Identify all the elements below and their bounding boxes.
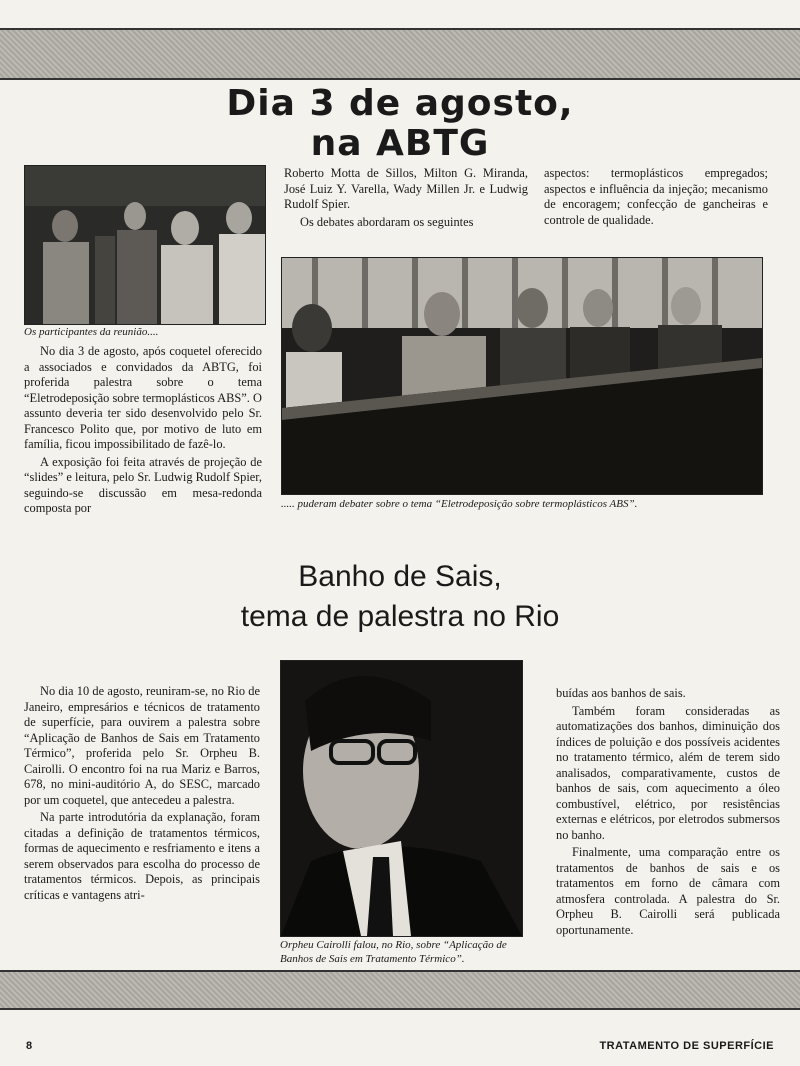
article1-paragraph: No dia 3 de agosto, após coquetel oferecido a associados e convidados da ABTG, foi proferida palestra sobre o tema “Eletrodeposição sobre termoplásticos ABS”. O assunto deveria ter sido desenvolvido pelo Sr. Francesco Polito que, por motivo de luto em família, ficou impossibilitado de fazê-lo. <box>24 344 262 451</box>
participants-photo-caption: Os participantes da reunião.... <box>24 326 159 338</box>
article2-paragraph: buídas aos banhos de sais. <box>556 686 686 700</box>
publication-name: TRATAMENTO DE SUPERFÍCIE <box>599 1040 774 1052</box>
article1-title <box>150 84 650 164</box>
article2-title <box>190 557 610 637</box>
article2-title-line1: Banho de Sais, <box>298 560 502 593</box>
speaker-photo <box>280 660 523 937</box>
article2-column1 <box>24 684 260 905</box>
participants-photo <box>24 165 266 325</box>
article1-paragraph: Os debates abordaram os seguintes <box>300 214 474 229</box>
footer-band <box>0 970 800 1010</box>
article1-column1 <box>24 344 262 519</box>
panel-discussion-photo <box>281 257 763 495</box>
speaker-photo-caption: Orpheu Cairolli falou, no Rio, sobre “Aplicação de Banhos de Sais em Tratamento Térmico”. <box>280 939 507 965</box>
article1-paragraph: aspectos: termoplásticos empregados; aspectos e influência da injeção; mecanismo de encoragem; confecção de gancheiras e controle de qualidade. <box>544 166 768 227</box>
article1-column2 <box>284 166 528 232</box>
article1-title-line1: Dia 3 de agosto, <box>226 83 574 124</box>
article2-title-line2: tema de palestra no Rio <box>240 600 560 633</box>
page-number: 8 <box>26 1040 33 1052</box>
article1-paragraph: Roberto Motta de Sillos, Milton G. Miranda, José Luiz Y. Varella, Wady Millen Jr. e Ludwig Rudolf Spier. <box>284 166 528 211</box>
article2-paragraph: Também foram consideradas as automatizações dos banhos, diminuição dos índices de poluição e dos possíveis acidentes no tratamento térmico, além de terem sido analisados, comparativamente, custos de banhos de sais, com aquecimento a óleo combustível, elétrico, por resistências externas e elétricos, por eletrodos submersos no banho. <box>556 703 780 842</box>
article2-paragraph: Na parte introdutória da explanação, foram citadas a definição de tratamentos térmicos, formas de aquecimento e resfriamento e itens a serem observados para escolha do processo de tratamentos térmicos. Depois, as principais críticas e vantagens atri- <box>24 810 260 902</box>
article2-paragraph: No dia 10 de agosto, reuniram-se, no Rio de Janeiro, empresários e técnicos de tratamento de superfície, para ouvirem a palestra sobre “Aplicação de Banhos de Sais em Tratamento Térmico”, proferida pelo Sr. Orpheu B. Cairolli. O encontro foi na rua Mariz e Barros, 678, no mini-auditório A, do SESC, marcado por um coquetel, que antecedeu a palestra. <box>24 684 260 807</box>
header-band <box>0 28 800 80</box>
panel-discussion-photo-caption: ..... puderam debater sobre o tema “Eletrodeposição sobre termoplásticos ABS”. <box>281 498 638 510</box>
article2-paragraph: Finalmente, uma comparação entre os tratamentos de banhos de sais e os tratamentos em forno de câmara com atmosfera controlada. A palestra do Sr. Orpheu B. Cairolli será publicada oportunamente. <box>556 845 780 937</box>
article1-paragraph: A exposição foi feita através de projeção de “slides” e leitura, pelo Sr. Ludwig Rudolf Spier, seguindo-se discussão em mesa-redonda composta por <box>24 454 262 515</box>
article2-column3 <box>556 686 780 940</box>
article1-column3 <box>544 166 768 230</box>
article1-title-line2: na ABTG <box>310 123 490 164</box>
